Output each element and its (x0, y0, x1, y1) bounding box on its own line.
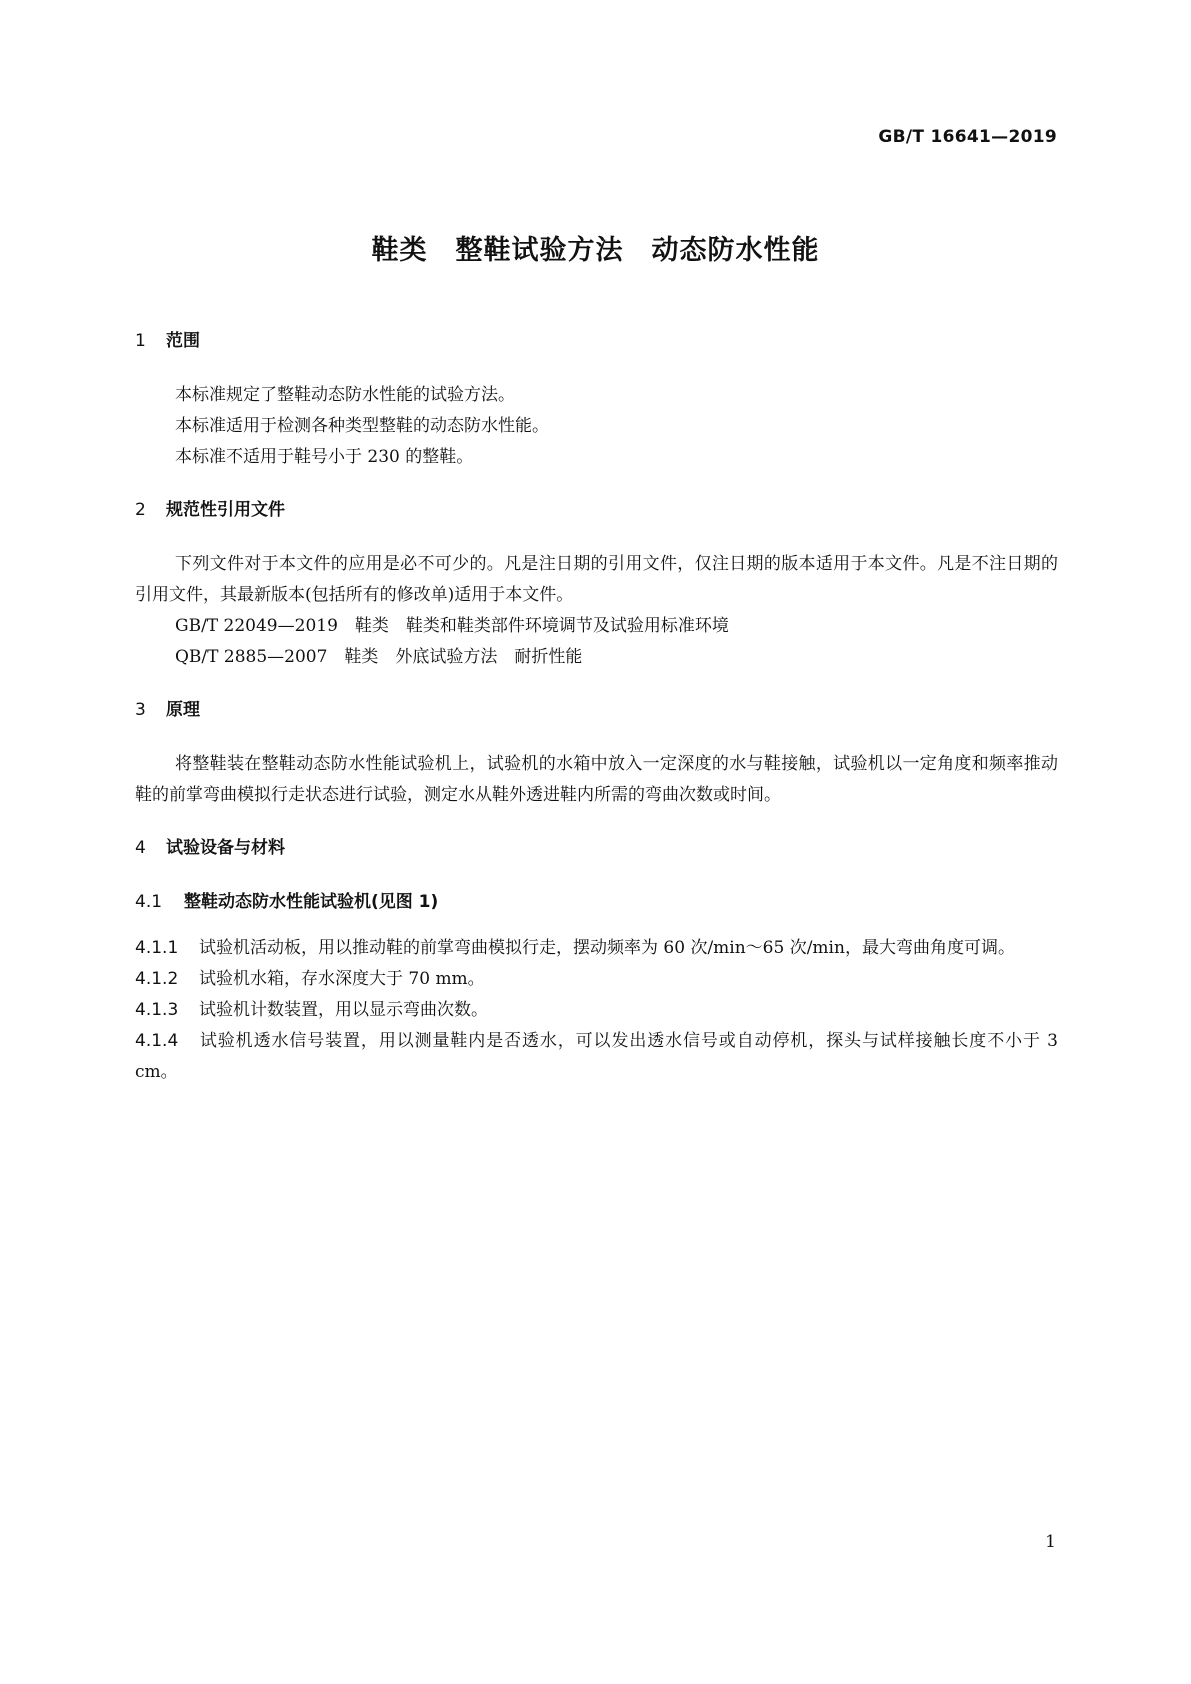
clause-4-1-2-number: 4.1.2 (135, 969, 179, 989)
clause-4-1-3 (135, 995, 1058, 1026)
section-4-heading (135, 837, 1058, 859)
section-1-title: 范围 (166, 331, 200, 351)
section-1-paragraph-1: 本标准规定了整鞋动态防水性能的试验方法。 (175, 385, 515, 405)
subsection-4-1-heading (135, 891, 1058, 913)
section-1-paragraph-3: 本标准不适用于鞋号小于 230 的整鞋。 (175, 447, 474, 467)
clause-4-1-1 (135, 933, 1058, 964)
subsection-4-1-title: 整鞋动态防水性能试验机(见图 1) (184, 892, 439, 912)
section-4-number: 4 (135, 838, 146, 858)
reference-1: GB/T 22049—2019 鞋类 鞋类和鞋类部件环境调节及试验用标准环境 (175, 616, 729, 636)
reference-2: QB/T 2885—2007 鞋类 外底试验方法 耐折性能 (175, 647, 583, 667)
section-3-title: 原理 (166, 700, 200, 720)
clause-4-1-2 (135, 964, 1058, 995)
section-2-heading (135, 499, 1058, 521)
section-1-paragraph-2: 本标准适用于检测各种类型整鞋的动态防水性能。 (175, 416, 549, 436)
clause-4-1-4-text: 试验机透水信号装置，用以测量鞋内是否透水，可以发出透水信号或自动停机，探头与试样接触长度不小于 3 cm。 (135, 1031, 1058, 1082)
clause-4-1-4 (135, 1026, 1058, 1088)
clause-4-1-3-text: 试验机计数装置，用以显示弯曲次数。 (199, 1000, 488, 1020)
section-2-number: 2 (135, 500, 146, 520)
section-2-title: 规范性引用文件 (166, 500, 285, 520)
section-3-paragraph: 将整鞋装在整鞋动态防水性能试验机上，试验机的水箱中放入一定深度的水与鞋接触，试验机以一定角度和频率推动鞋的前掌弯曲模拟行走状态进行试验，测定水从鞋外透进鞋内所需的弯曲次数或时间。 (135, 754, 1058, 805)
section-1-heading (135, 330, 1058, 352)
section-3-number: 3 (135, 700, 146, 720)
clause-4-1-1-number: 4.1.1 (135, 938, 179, 958)
subsection-4-1-number: 4.1 (135, 892, 163, 912)
standard-code: GB/T 16641—2019 (878, 127, 1057, 147)
document-body (135, 330, 1058, 1088)
section-2-intro: 下列文件对于本文件的应用是必不可少的。凡是注日期的引用文件，仅注日期的版本适用于本文件。凡是不注日期的引用文件，其最新版本(包括所有的修改单)适用于本文件。 (135, 554, 1058, 605)
document-title: 鞋类 整鞋试验方法 动态防水性能 (371, 235, 820, 266)
page-number: 1 (1045, 1532, 1056, 1552)
section-1-number: 1 (135, 331, 146, 351)
section-3-heading (135, 699, 1058, 721)
clause-4-1-2-text: 试验机水箱，存水深度大于 70 mm。 (199, 969, 485, 989)
clause-4-1-3-number: 4.1.3 (135, 1000, 179, 1020)
clause-4-1-1-text: 试验机活动板，用以推动鞋的前掌弯曲模拟行走，摆动频率为 60 次/min～65 次/min，最大弯曲角度可调。 (199, 938, 1015, 958)
section-4-title: 试验设备与材料 (166, 838, 285, 858)
clause-4-1-4-number: 4.1.4 (135, 1031, 179, 1051)
